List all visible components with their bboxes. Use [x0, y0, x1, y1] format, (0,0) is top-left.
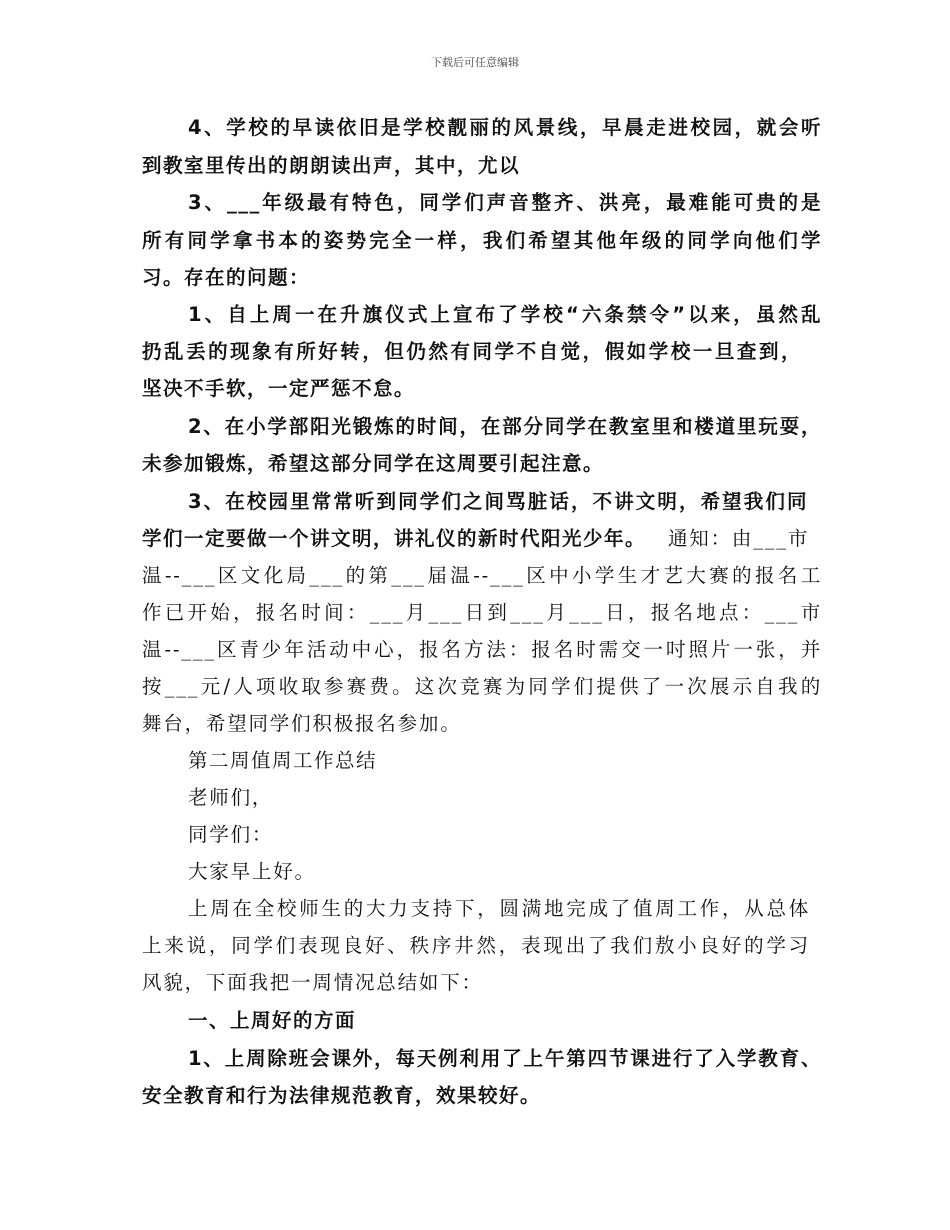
text-line: 温--___区文化局___的第___届温--___区中小学生才艺大赛的报名工 — [142, 564, 822, 587]
text-line: 按___元/人项收取参赛费。这次竞赛为同学们提供了一次展示自我的 — [142, 675, 822, 698]
text-line: 2、在小学部阳光锻炼的时间，在部分同学在教室里和楼道里玩耍， — [188, 415, 822, 438]
text-line: 习。存在的问题： — [142, 266, 311, 289]
text-line: 所有同学拿书本的姿势完全一样，我们希望其他年级的同学向他们学 — [142, 229, 822, 252]
text-line: 舞台，希望同学们积极报名参加。 — [142, 712, 462, 735]
page-header: 下载后可任意编辑 — [431, 56, 519, 69]
text-line: 坚决不手软，一定严惩不怠。 — [142, 377, 416, 400]
text-line: 温--___区青少年活动中心，报名方法：报名时需交一吋照片一张，并 — [142, 638, 822, 661]
text-line: 作已开始，报名时间：___月___日到___月___日，报名地点：___市 — [142, 601, 822, 624]
text-line: 同学们： — [188, 823, 274, 846]
text-line: 大家早上好。 — [188, 860, 316, 883]
section-title: 第二周值周工作总结 — [188, 749, 378, 772]
text-line: 4、学校的早读依旧是学校靓丽的风景线，早晨走进校园，就会听 — [188, 116, 822, 139]
text-line: 到教室里传出的朗朗读出声，其中，尤以 — [142, 154, 521, 177]
text-line: 未参加锻炼，希望这部分同学在这周要引起注意。 — [142, 452, 605, 475]
text-line: 老师们， — [188, 786, 274, 809]
text-line: 安全教育和行为法律规范教育，效果较好。 — [142, 1084, 542, 1107]
text-line: 扔乱丢的现象有所好转，但仍然有同学不自觉，假如学校一旦查到， — [142, 340, 802, 363]
text-line: 3、在校园里常常听到同学们之间骂脏话，不讲文明，希望我们同 — [188, 490, 808, 513]
text-line: 3、___年级最有特色，同学们声音整齐、洪亮，最难能可贵的是 — [188, 191, 822, 214]
text-line: 学们一定要做一个讲文明，讲礼仪的新时代阳光少年。 — [142, 527, 647, 550]
text-line: 上周在全校师生的大力支持下，圆满地完成了值周工作，从总体 — [188, 897, 810, 920]
text-line: 1、自上周一在升旗仪式上宣布了学校“六条禁令”以来，虽然乱 — [188, 303, 822, 326]
text-line: 风貌，下面我把一周情况总结如下： — [142, 971, 483, 994]
section-heading: 一、上周好的方面 — [188, 1009, 357, 1032]
text-line: 上来说，同学们表现良好、秩序井然，表现出了我们敖小良好的学习 — [142, 934, 810, 957]
text-line: 通知：由___市 — [668, 527, 810, 550]
text-line: 1、上周除班会课外，每天例利用了上午第四节课进行了入学教育、 — [188, 1047, 822, 1070]
